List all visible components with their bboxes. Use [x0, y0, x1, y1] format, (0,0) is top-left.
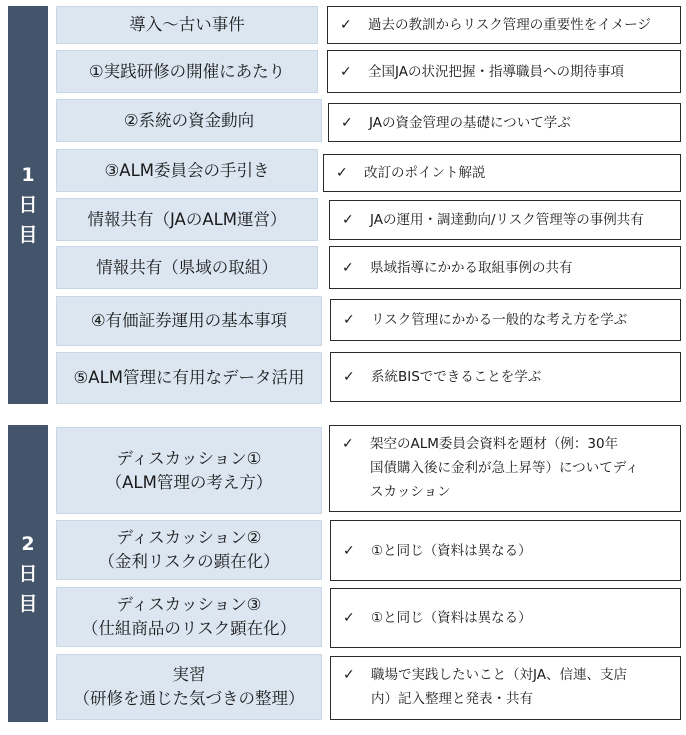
check-icon: ✓ [342, 212, 354, 228]
topic-cell [56, 587, 322, 647]
topic-cell [56, 246, 318, 289]
day-1-char: 1 [21, 164, 35, 186]
detail-text: 改訂のポイント解説 [364, 165, 486, 181]
topic-text: ③ALM委員会の手引き [104, 160, 270, 180]
detail-text: ①と同じ（資料は異なる） [371, 610, 532, 626]
detail-cell [330, 352, 681, 402]
detail-text: 系統BISでできることを学ぶ [371, 369, 542, 385]
topic-text: 実習 [172, 665, 206, 684]
check-icon: ✓ [343, 542, 355, 559]
topic-cell [56, 198, 318, 241]
topic-cell [56, 50, 318, 93]
detail-text: 過去の教訓からリスク管理の重要性をイメージ [368, 17, 651, 33]
day-1-char: 目 [18, 224, 38, 246]
topic-text: 導入～古い事件 [129, 15, 245, 34]
check-icon: ✓ [336, 165, 348, 181]
detail-cell [327, 50, 681, 93]
topic-cell [56, 6, 318, 44]
detail-cell [329, 425, 681, 512]
topic-text: 情報共有（JAのALM運営） [87, 209, 287, 229]
detail-cell [330, 588, 681, 648]
detail-cell [330, 299, 681, 341]
topic-cell [56, 296, 322, 346]
topic-cell [56, 427, 322, 514]
check-icon: ✓ [343, 312, 355, 328]
day-2-label [8, 425, 48, 722]
check-icon: ✓ [342, 259, 354, 276]
detail-cell [328, 103, 681, 142]
detail-text: 全国JAの状況把握・指導職員への期待事項 [368, 63, 624, 80]
topic-text: ②系統の資金動向 [123, 110, 255, 130]
day-1-label [8, 6, 48, 404]
detail-text: JAの運用・調達動向/リスク管理等の事例共有 [370, 212, 644, 228]
topic-text: ディスカッション③ [116, 595, 262, 614]
topic-cell [56, 352, 322, 404]
day-2-char: 日 [18, 562, 38, 585]
topic-text: （研修を通じた気づきの整理） [73, 689, 305, 708]
check-icon: ✓ [341, 114, 353, 131]
check-icon: ✓ [342, 436, 354, 452]
topic-text: ディスカッション① [116, 448, 262, 468]
detail-cell [327, 6, 681, 44]
topic-text: （金利リスクの顕在化） [98, 552, 280, 571]
detail-cell [330, 656, 681, 720]
detail-text: 県域指導にかかる取組事例の共有 [370, 259, 573, 276]
topic-text: ①実践研修の開催にあたり [88, 61, 286, 81]
detail-cell [329, 200, 681, 240]
detail-cell [323, 154, 681, 192]
topic-cell [56, 654, 322, 720]
check-icon: ✓ [343, 369, 355, 385]
topic-cell [56, 149, 318, 192]
detail-cell [329, 246, 681, 289]
topic-text: 情報共有（県域の取組） [96, 257, 278, 277]
check-icon: ✓ [343, 610, 355, 626]
day-2-char: 目 [18, 592, 38, 615]
topic-text: ④有価証券運用の基本事項 [90, 311, 288, 330]
detail-text: 架空のALM委員会資料を題材（例：30年 国債購入後に金利が急上昇等）についてディ スカッション [370, 436, 639, 500]
day-2-char: 2 [21, 532, 35, 555]
topic-text: （ALM管理の考え方） [105, 472, 273, 492]
day-1-char: 日 [18, 194, 38, 216]
detail-text: リスク管理にかかる一般的な考え方を学ぶ [371, 312, 628, 328]
detail-cell [330, 520, 681, 581]
topic-cell [56, 520, 322, 580]
check-icon: ✓ [340, 17, 352, 33]
topic-cell [56, 99, 322, 142]
topic-text: ディスカッション② [116, 528, 262, 547]
detail-text: 職場で実践したいこと（対JA、信連、支店 内）記入整理と発表・共有 [371, 667, 627, 707]
topic-text: （仕組商品のリスク顕在化） [81, 619, 297, 638]
detail-text: JAの資金管理の基礎について学ぶ [369, 114, 571, 131]
check-icon: ✓ [340, 63, 352, 80]
detail-text: ①と同じ（資料は異なる） [371, 542, 532, 559]
topic-text: ⑤ALM管理に有用なデータ活用 [73, 368, 305, 387]
check-icon: ✓ [343, 667, 355, 683]
